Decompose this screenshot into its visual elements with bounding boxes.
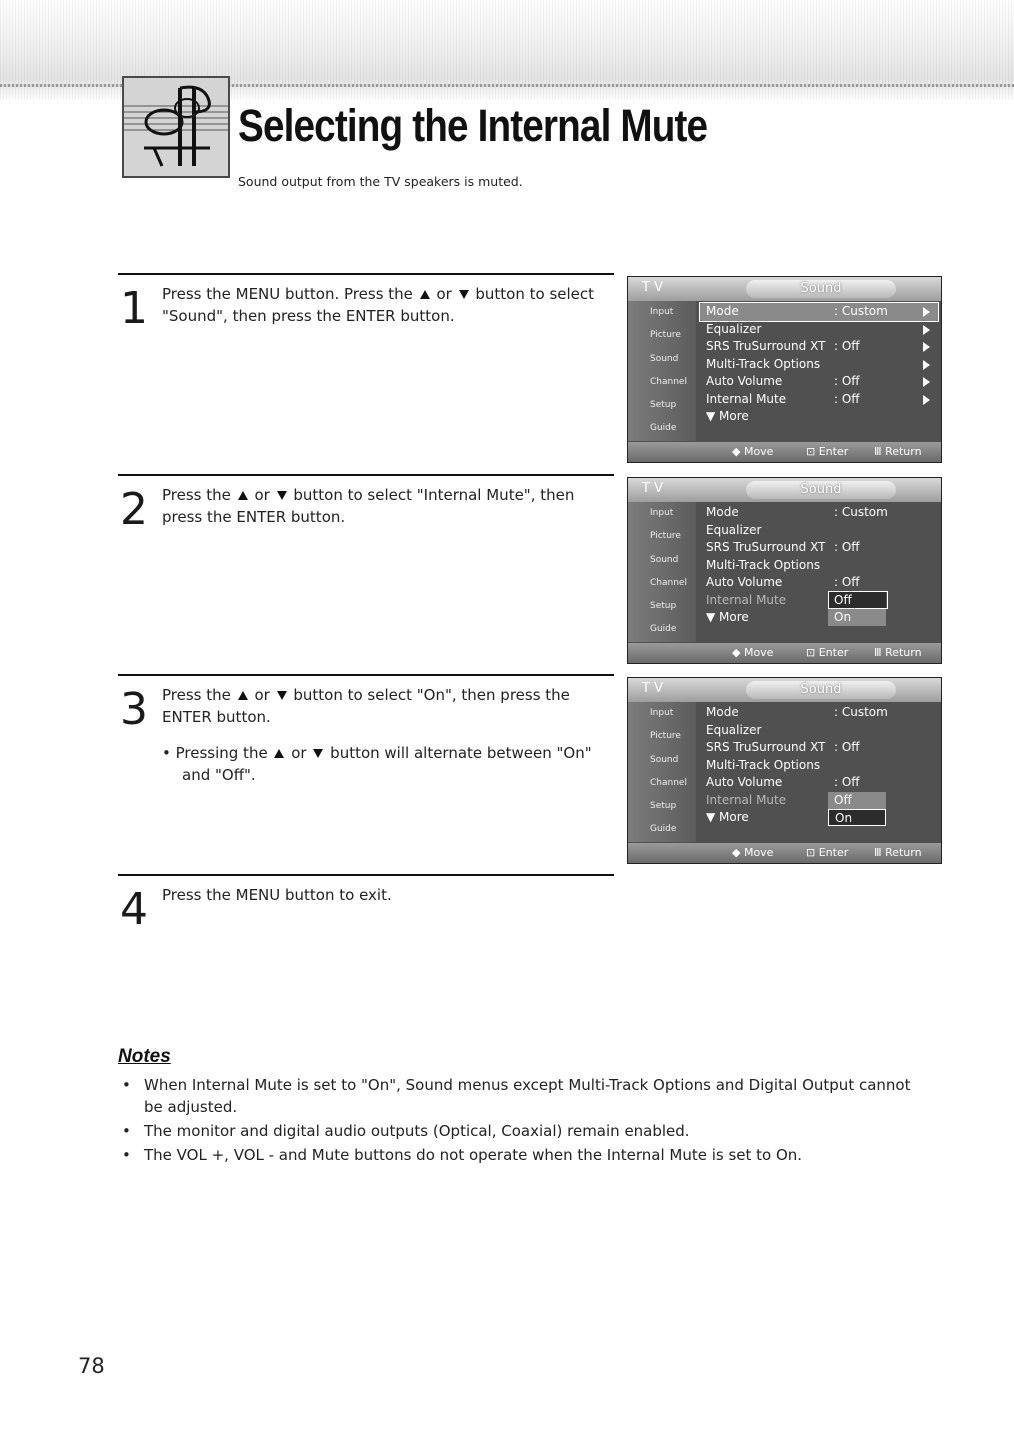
osd-footer bbox=[628, 442, 941, 462]
page-number: 78 bbox=[78, 1354, 105, 1378]
osd-footer bbox=[628, 643, 941, 663]
osd-row-label: Auto Volume bbox=[706, 775, 783, 789]
osd-side-guide[interactable]: Guide bbox=[650, 423, 677, 434]
osd-footer-enter: ⊡ Enter bbox=[806, 646, 849, 659]
osd-row-more[interactable] bbox=[700, 609, 938, 627]
step-text-part: button to select "Sound", then press the ENTER button. bbox=[162, 285, 595, 325]
osd-row-multi-track[interactable] bbox=[700, 356, 938, 374]
osd-row-mode[interactable] bbox=[700, 303, 938, 321]
osd-footer-return: Ⅲ Return bbox=[874, 646, 922, 659]
step-text-part: button will alternate between "On" and "Off". bbox=[182, 744, 592, 784]
osd-row-value: : Custom bbox=[834, 304, 888, 318]
step-text-part: button to select "On", then press the ENTER button. bbox=[162, 686, 570, 726]
osd-option-on[interactable]: On bbox=[828, 809, 886, 826]
osd-menu-title: Sound bbox=[746, 280, 896, 298]
step-1 bbox=[118, 273, 614, 455]
osd-side-sound[interactable]: Sound bbox=[650, 754, 679, 765]
osd-side-channel[interactable]: Channel bbox=[650, 376, 687, 387]
osd-row-value: : Off bbox=[834, 374, 860, 388]
down-arrow-icon bbox=[277, 691, 287, 700]
osd-side-picture[interactable]: Picture bbox=[650, 731, 681, 742]
osd-sidebar bbox=[628, 702, 696, 842]
step-number: 2 bbox=[120, 484, 148, 535]
osd-row-internal-mute[interactable] bbox=[700, 391, 938, 409]
step-number: 1 bbox=[120, 283, 148, 334]
osd-side-guide[interactable]: Guide bbox=[650, 824, 677, 835]
down-arrow-icon bbox=[459, 290, 469, 299]
osd-row-label: Equalizer bbox=[706, 321, 762, 336]
step-text-part: or bbox=[254, 686, 270, 704]
osd-row-mode[interactable] bbox=[700, 504, 938, 522]
osd-row-label: SRS TruSurround XT bbox=[706, 540, 826, 554]
osd-row-equalizer[interactable] bbox=[700, 522, 938, 540]
right-arrow-icon bbox=[923, 307, 930, 317]
osd-sidebar bbox=[628, 502, 696, 642]
up-arrow-icon bbox=[238, 491, 248, 500]
page-subtitle: Sound output from the TV speakers is muted. bbox=[238, 174, 523, 189]
osd-row-label: ▼ More bbox=[706, 610, 749, 624]
step-text-part: Press the bbox=[162, 486, 231, 504]
step-text bbox=[162, 684, 614, 786]
osd-row-value: : Off bbox=[834, 391, 860, 406]
up-arrow-icon bbox=[420, 290, 430, 299]
osd-side-input[interactable]: Input bbox=[650, 508, 674, 518]
osd-row-equalizer[interactable] bbox=[700, 321, 938, 339]
osd-row-label: Auto Volume bbox=[706, 374, 783, 388]
osd-selection-frame bbox=[828, 591, 888, 609]
up-arrow-icon bbox=[274, 749, 284, 758]
osd-footer-return: Ⅲ Return bbox=[874, 445, 922, 458]
osd-option-off[interactable]: Off bbox=[828, 592, 886, 609]
osd-row-value: : Off bbox=[834, 775, 860, 789]
osd-row-label: Mode bbox=[706, 705, 739, 719]
osd-sidebar bbox=[628, 301, 696, 441]
osd-row-multi-track[interactable] bbox=[700, 557, 938, 575]
step-text-part: or bbox=[291, 744, 307, 762]
osd-row-label: Internal Mute bbox=[706, 792, 787, 807]
osd-side-channel[interactable]: Channel bbox=[650, 777, 687, 788]
osd-row-label: Equalizer bbox=[706, 522, 762, 537]
osd-row-value: : Off bbox=[834, 540, 860, 554]
osd-row-label: Mode bbox=[706, 505, 739, 519]
osd-row-srs[interactable] bbox=[700, 338, 938, 356]
right-arrow-icon bbox=[923, 342, 930, 352]
osd-menu-title: Sound bbox=[746, 481, 896, 499]
osd-tv-label: T V bbox=[642, 481, 663, 496]
notes-list bbox=[118, 1074, 918, 1168]
osd-row-value: : Off bbox=[834, 740, 860, 754]
osd-row-label: Auto Volume bbox=[706, 575, 783, 589]
osd-screen-3 bbox=[627, 677, 942, 864]
step-text bbox=[162, 484, 614, 528]
osd-row-value: : Custom bbox=[834, 705, 888, 719]
osd-tv-label: T V bbox=[642, 681, 663, 696]
osd-side-channel[interactable]: Channel bbox=[650, 577, 687, 588]
osd-side-input[interactable]: Input bbox=[650, 708, 674, 718]
osd-tv-label: T V bbox=[642, 280, 663, 295]
osd-screen-2 bbox=[627, 477, 942, 664]
osd-row-label: ▼ More bbox=[706, 810, 749, 824]
step-text-part: Press the bbox=[162, 686, 231, 704]
step-text: Press the MENU button to exit. bbox=[162, 886, 392, 904]
osd-row-auto-volume[interactable] bbox=[700, 373, 938, 391]
osd-side-sound[interactable]: Sound bbox=[650, 554, 679, 565]
notes-heading: Notes bbox=[118, 1046, 171, 1067]
osd-row-label: Multi-Track Options bbox=[706, 757, 821, 772]
step-text-part: Press the MENU button. Press the bbox=[162, 285, 413, 303]
osd-footer-move: ◆ Move bbox=[732, 445, 774, 458]
step-2 bbox=[118, 474, 614, 656]
osd-row-equalizer[interactable] bbox=[700, 722, 938, 740]
osd-panel bbox=[700, 504, 938, 640]
osd-footer-enter: ⊡ Enter bbox=[806, 445, 849, 458]
step-text bbox=[162, 283, 614, 327]
osd-row-internal-mute[interactable] bbox=[700, 792, 938, 810]
osd-row-label: Mode bbox=[706, 304, 739, 318]
osd-row-more[interactable] bbox=[700, 408, 938, 426]
osd-row-label: ▼ More bbox=[706, 409, 749, 423]
osd-row-label: Equalizer bbox=[706, 722, 762, 737]
osd-header bbox=[628, 277, 941, 301]
right-arrow-icon bbox=[923, 377, 930, 387]
osd-row-auto-volume[interactable] bbox=[700, 574, 938, 592]
page-title: Selecting the Internal Mute bbox=[238, 100, 708, 151]
osd-row-label: Multi-Track Options bbox=[706, 356, 821, 371]
osd-option-off[interactable]: Off bbox=[828, 792, 886, 809]
step-text-part: • Pressing the bbox=[162, 744, 268, 762]
right-arrow-icon bbox=[923, 395, 930, 405]
osd-row-label: Internal Mute bbox=[706, 391, 787, 406]
osd-row-value: : Off bbox=[834, 339, 860, 353]
osd-row-srs[interactable] bbox=[700, 539, 938, 557]
osd-side-setup[interactable]: Setup bbox=[650, 801, 677, 812]
osd-side-setup[interactable]: Setup bbox=[650, 400, 677, 411]
down-arrow-icon bbox=[277, 491, 287, 500]
osd-row-srs[interactable] bbox=[700, 739, 938, 757]
osd-footer-move: ◆ Move bbox=[732, 646, 774, 659]
osd-row-internal-mute[interactable] bbox=[700, 592, 938, 610]
osd-row-label: Internal Mute bbox=[706, 592, 787, 607]
osd-side-guide[interactable]: Guide bbox=[650, 624, 677, 635]
osd-header bbox=[628, 478, 941, 502]
osd-row-auto-volume[interactable] bbox=[700, 774, 938, 792]
osd-footer-move: ◆ Move bbox=[732, 846, 774, 859]
osd-row-value: : Custom bbox=[834, 505, 888, 519]
osd-row-label: Multi-Track Options bbox=[706, 557, 821, 572]
step-number: 3 bbox=[120, 684, 148, 735]
step-text-part: button to select "Internal Mute", then press the ENTER button. bbox=[162, 486, 575, 526]
osd-row-label: SRS TruSurround XT bbox=[706, 740, 826, 754]
osd-row-mode[interactable] bbox=[700, 704, 938, 722]
osd-footer-enter: ⊡ Enter bbox=[806, 846, 849, 859]
osd-footer bbox=[628, 843, 941, 863]
osd-row-value: : Off bbox=[834, 575, 860, 589]
osd-option-on[interactable]: On bbox=[828, 609, 886, 626]
step-bullet bbox=[162, 742, 614, 786]
osd-row-label: SRS TruSurround XT bbox=[706, 339, 826, 353]
osd-row-multi-track[interactable] bbox=[700, 757, 938, 775]
osd-side-sound[interactable]: Sound bbox=[650, 353, 679, 364]
note-item: • The monitor and digital audio outputs (Optical, Coaxial) remain enabled. bbox=[118, 1120, 918, 1142]
right-arrow-icon bbox=[923, 360, 930, 370]
step-3 bbox=[118, 674, 614, 856]
osd-side-input[interactable]: Input bbox=[650, 307, 674, 317]
note-item: • When Internal Mute is set to "On", Sound menus except Multi-Track Options and Digital Output cannot be adjusted. bbox=[118, 1074, 918, 1118]
right-arrow-icon bbox=[923, 325, 930, 335]
osd-screen-1 bbox=[627, 276, 942, 463]
osd-menu-title: Sound bbox=[746, 681, 896, 699]
down-arrow-icon bbox=[313, 749, 323, 758]
step-text-part: or bbox=[436, 285, 452, 303]
up-arrow-icon bbox=[238, 691, 248, 700]
osd-side-picture[interactable]: Picture bbox=[650, 330, 681, 341]
osd-header bbox=[628, 678, 941, 702]
step-text-part: or bbox=[254, 486, 270, 504]
osd-panel bbox=[700, 303, 938, 439]
step-number: 4 bbox=[120, 884, 148, 935]
osd-footer-return: Ⅲ Return bbox=[874, 846, 922, 859]
osd-side-setup[interactable]: Setup bbox=[650, 601, 677, 612]
step-4 bbox=[118, 874, 614, 956]
osd-side-picture[interactable]: Picture bbox=[650, 531, 681, 542]
music-note-icon bbox=[122, 76, 230, 178]
osd-row-more[interactable] bbox=[700, 809, 938, 827]
note-item: • The VOL +, VOL - and Mute buttons do not operate when the Internal Mute is set to On. bbox=[118, 1144, 918, 1166]
osd-panel bbox=[700, 704, 938, 840]
